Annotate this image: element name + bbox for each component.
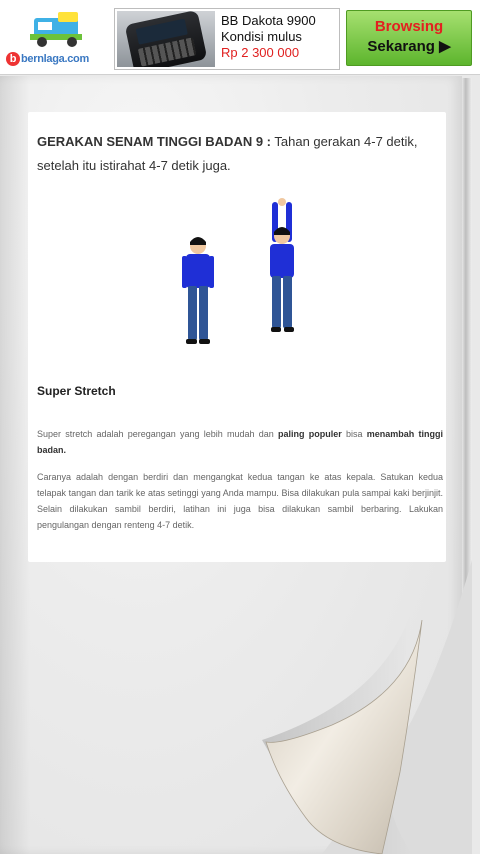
page-curl[interactable] <box>262 560 472 854</box>
article-title-rest: Tahan gerakan 4-7 detik, setelah itu istirahat 4-7 detik juga. <box>37 134 418 173</box>
ad-product-card[interactable] <box>114 8 340 70</box>
article-content <box>28 112 446 562</box>
section-heading: Super Stretch <box>37 384 116 398</box>
ad-brand: b bernlaga.com <box>6 52 89 66</box>
standing-figure <box>182 237 214 344</box>
stretching-figure <box>270 198 294 332</box>
browsing-now-button[interactable] <box>346 10 472 66</box>
ad-product-condition: Kondisi mulus <box>221 29 302 44</box>
ad-banner[interactable] <box>0 0 480 75</box>
cta-line2: Sekarang ▶ <box>367 38 451 55</box>
ad-product-text <box>221 13 316 61</box>
ad-logo[interactable] <box>4 6 104 70</box>
car-icon <box>28 8 88 50</box>
ad-product-name: BB Dakota 9900 <box>221 13 316 28</box>
exercise-illustration <box>178 198 298 358</box>
paragraph-intro: Super stretch adalah peregangan yang lebih mudah dan paling populer bisa menambah tinggi badan. <box>37 429 443 455</box>
cta-line1: Browsing <box>374 18 444 35</box>
phone-image <box>117 11 215 67</box>
paragraph-instructions: Caranya adalah dengan berdiri dan mengangkat kedua tangan ke atas kepala. Satukan kedua telapak tangan dan tarik ke atas setinggi yang Anda mampu. Bisa dilakukan pula sampai kaki berjinjit. Selain dilakukan sambil berdiri, latihan ini juga bisa dilakukan sambil berbaring. Lakukan pengulangan dengan renteng 4-7 detik. <box>37 472 443 530</box>
article-title <box>37 130 443 178</box>
article-title-bold: GERAKAN SENAM TINGGI BADAN 9 : <box>37 134 272 149</box>
ad-product-price: Rp 2 300 000 <box>221 45 300 60</box>
